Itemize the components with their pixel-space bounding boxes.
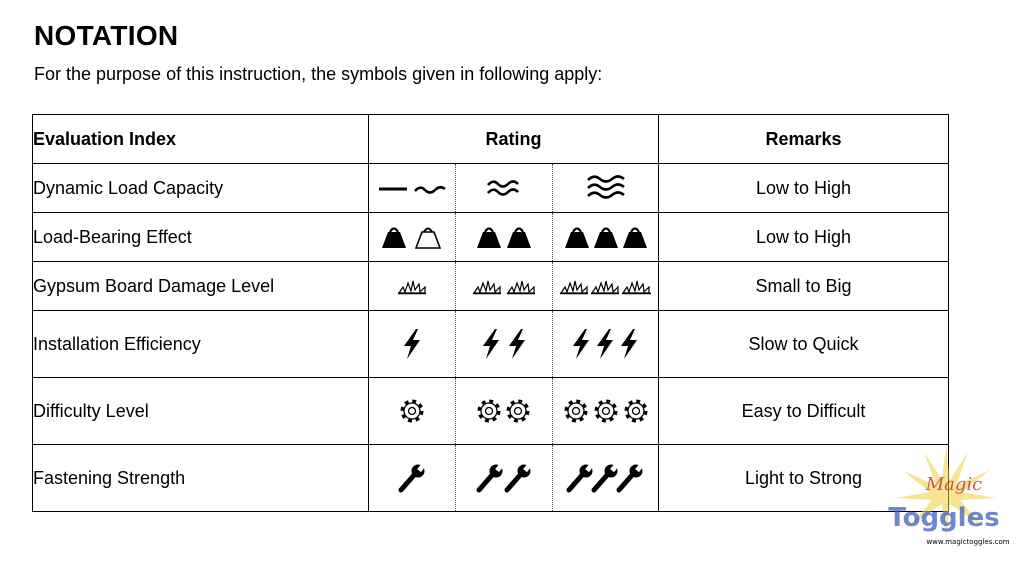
- gear-icon: [476, 398, 532, 424]
- damage-burst-icon: [397, 278, 427, 296]
- table-row: [33, 311, 949, 378]
- table-row: [33, 378, 949, 445]
- table-row: [33, 213, 949, 262]
- rating-cell-2: [456, 262, 553, 311]
- rating-cell-3: [553, 378, 659, 445]
- row-remark: Small to Big: [659, 262, 949, 311]
- rating-cell-2: [456, 164, 553, 213]
- table-header-row: [33, 115, 949, 164]
- row-index-label: Gypsum Board Damage Level: [33, 262, 369, 311]
- rating-cell-1: [369, 164, 456, 213]
- rating-cell-2: [456, 378, 553, 445]
- lightning-icon: [570, 328, 642, 360]
- wrench-icon: [566, 463, 646, 493]
- rating-cell-3: [553, 311, 659, 378]
- notation-table: [32, 114, 949, 512]
- header-remarks: Remarks: [659, 115, 949, 164]
- row-index-label: Difficulty Level: [33, 378, 369, 445]
- wave-icon: [377, 180, 447, 198]
- row-index-label: Fastening Strength: [33, 445, 369, 512]
- gear-icon: [563, 398, 649, 424]
- rating-cell-3: [553, 164, 659, 213]
- rating-cell-2: [456, 445, 553, 512]
- wave-icon: [486, 176, 522, 200]
- header-rating: Rating: [369, 115, 659, 164]
- header-evaluation-index: Evaluation Index: [33, 115, 369, 164]
- wave-icon: [586, 174, 626, 202]
- row-remark: Low to High: [659, 213, 949, 262]
- logo-line-2: Toggles: [888, 503, 1000, 533]
- magic-toggles-logo: [884, 446, 1014, 550]
- wrench-icon: [476, 463, 532, 493]
- damage-burst-icon: [559, 278, 653, 296]
- row-remark: Low to High: [659, 164, 949, 213]
- rating-cell-3: [553, 213, 659, 262]
- lightning-icon: [480, 328, 528, 360]
- rating-cell-1: [369, 445, 456, 512]
- table-row: [33, 262, 949, 311]
- weight-icon: [381, 224, 443, 250]
- rating-cell-2: [456, 311, 553, 378]
- wrench-icon: [398, 463, 426, 493]
- rating-cell-1: [369, 262, 456, 311]
- row-index-label: Installation Efficiency: [33, 311, 369, 378]
- weight-icon: [476, 224, 532, 250]
- rating-cell-2: [456, 213, 553, 262]
- rating-cell-3: [553, 445, 659, 512]
- row-index-label: Load-Bearing Effect: [33, 213, 369, 262]
- page-title: NOTATION: [34, 20, 179, 51]
- rating-cell-3: [553, 262, 659, 311]
- row-index-label: Dynamic Load Capacity: [33, 164, 369, 213]
- table-row: [33, 445, 949, 512]
- rating-cell-1: [369, 213, 456, 262]
- lightning-icon: [401, 328, 423, 360]
- gear-icon: [399, 398, 425, 424]
- weight-icon: [564, 224, 648, 250]
- page-subtitle: For the purpose of this instruction, the symbols given in following apply:: [34, 64, 603, 84]
- row-remark: Easy to Difficult: [659, 378, 949, 445]
- logo-line-1: Magic: [925, 474, 983, 495]
- damage-burst-icon: [472, 278, 536, 296]
- row-remark: Light to Strong: [659, 445, 949, 512]
- row-remark: Slow to Quick: [659, 311, 949, 378]
- table-row: [33, 164, 949, 213]
- rating-cell-1: [369, 311, 456, 378]
- logo-url: www.magictoggles.com: [926, 538, 1010, 546]
- rating-cell-1: [369, 378, 456, 445]
